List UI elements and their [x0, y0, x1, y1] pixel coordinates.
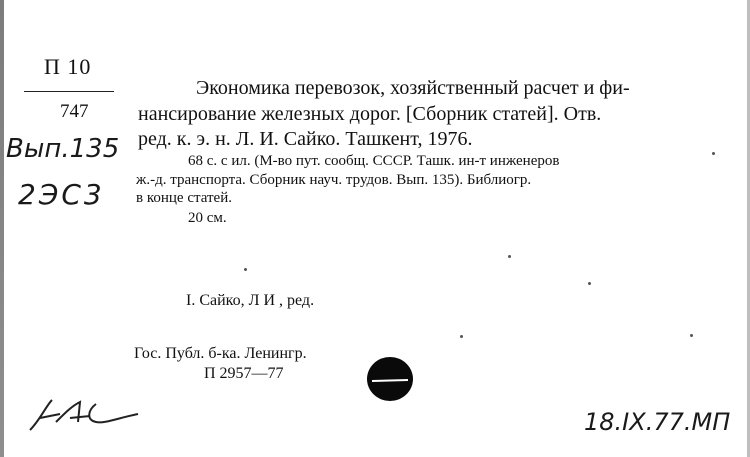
library-stamp-line-2: П 2957—77 [204, 365, 284, 382]
shelf-mark-divider [24, 91, 114, 92]
speck [588, 282, 591, 285]
handwritten-signature-icon [26, 392, 146, 436]
description-line-1: 68 с. с ил. (М-во пут. сообщ. СССР. Ташк. ин-т инженеров [188, 153, 560, 169]
title-line-2: нансирование железных дорог. [Сборник статей]. Отв. [138, 103, 602, 125]
speck [690, 334, 693, 337]
description-line-4: 20 см. [188, 210, 227, 226]
title-line-3: ред. к. э. н. Л. И. Сайко. Ташкент, 1976. [138, 128, 473, 150]
card-left-edge [0, 0, 4, 457]
speck [244, 268, 247, 271]
description-line-2: ж.-д. транспорта. Сборник науч. трудов. Вып. 135). Библиогр. [136, 172, 532, 188]
shelf-mark-bottom: 747 [60, 101, 89, 122]
title-line-1: Экономика перевозок, хозяйственный расчет и фи- [196, 77, 630, 99]
punch-hole-icon [366, 356, 414, 402]
library-stamp-line-1: Гос. Публ. б-ка. Ленингр. [134, 345, 307, 362]
added-entry: I. Сайко, Л И , ред. [186, 292, 315, 309]
shelf-mark-top: П 10 [44, 54, 92, 79]
handwritten-date-note: 18.IX.77.МП [584, 408, 731, 436]
handwritten-code-note: 2ЭС3 [18, 178, 105, 211]
speck [508, 255, 511, 258]
handwritten-issue-note: Вып.135 [6, 134, 120, 164]
speck [460, 335, 463, 338]
description-line-3: в конце статей. [136, 190, 232, 206]
speck [712, 152, 715, 155]
